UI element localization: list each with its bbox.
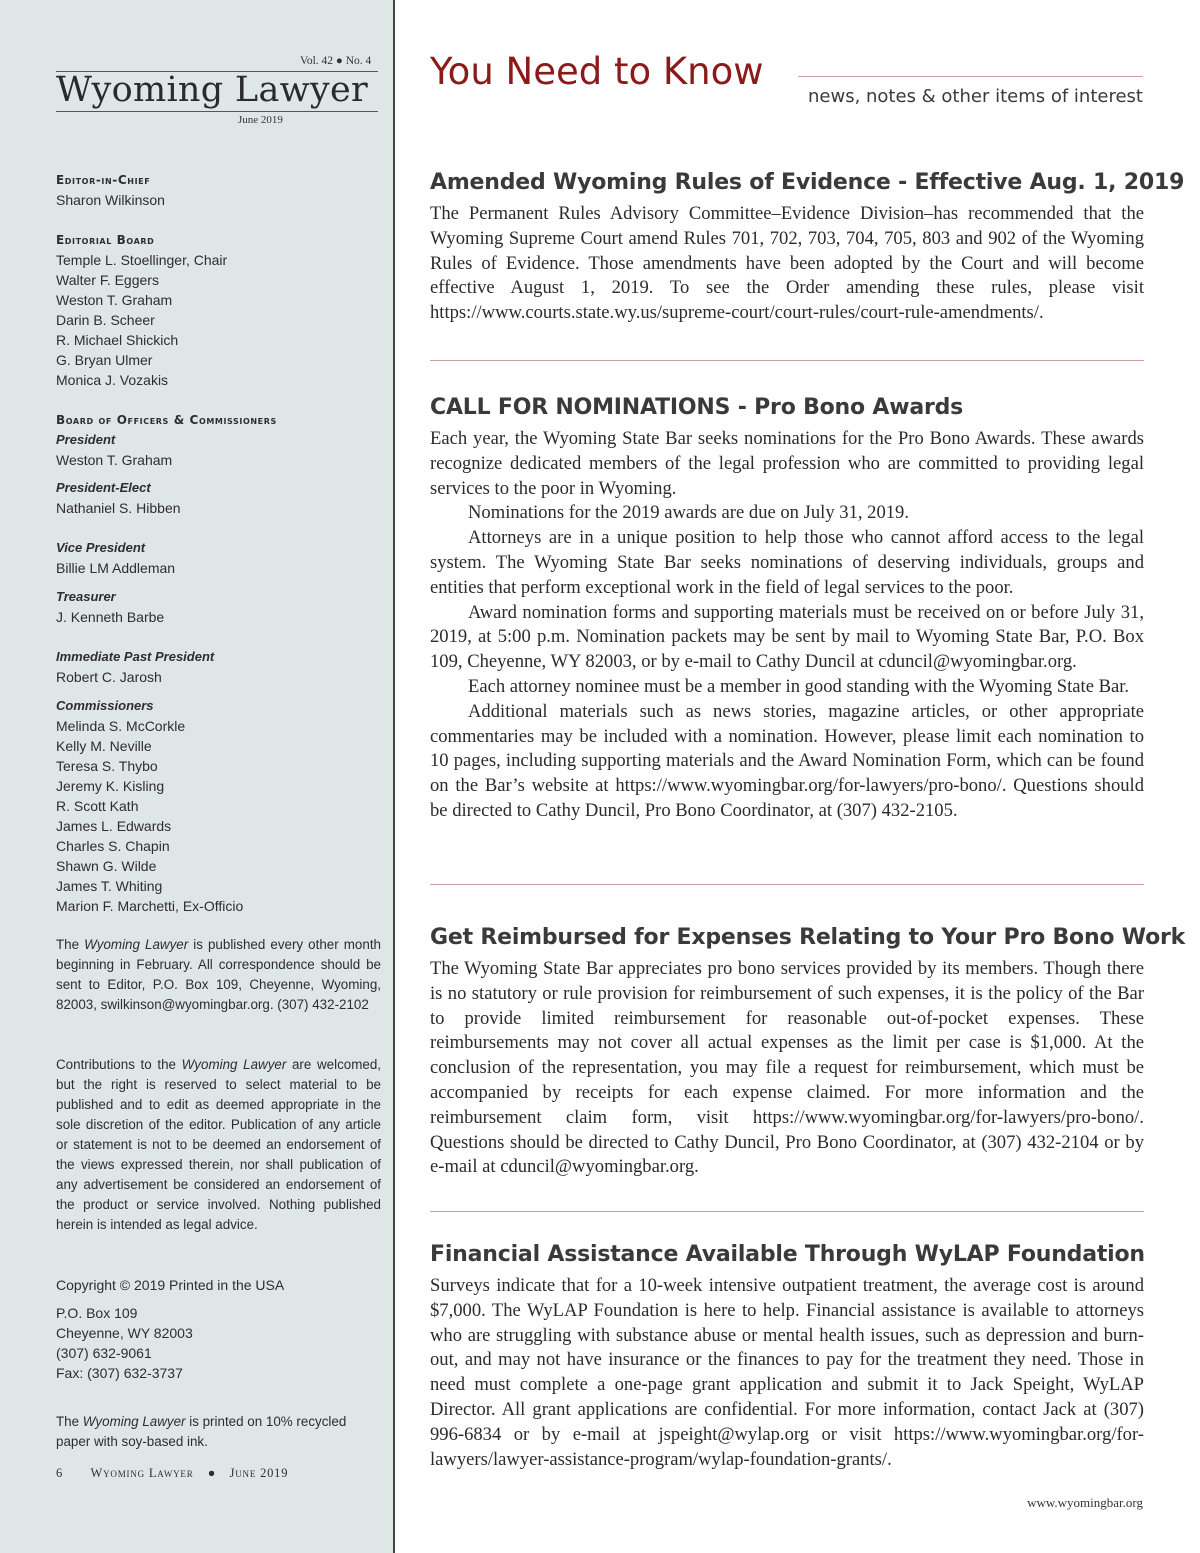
- masthead-date: June 2019: [238, 114, 283, 126]
- president-label: President: [56, 432, 116, 447]
- board-member: G. Bryan Ulmer: [56, 352, 153, 368]
- vice-president-label: Vice President: [56, 540, 146, 555]
- publication-notice-text: is published every other month beginning in February. All correspondence should be sent to Editor, P.O. Box 109, Cheyenne, Wyoming, 82003, swilkinson@wyomingbar.org. (307) 432-2102: [56, 937, 381, 1012]
- article-paragraph: Nominations for the 2019 awards are due on July 31, 2019.: [468, 502, 910, 524]
- commissioner: James T. Whiting: [56, 878, 163, 894]
- recycled-title: Wyoming Lawyer: [82, 1414, 186, 1429]
- board-member: Weston T. Graham: [56, 292, 173, 308]
- section-subtitle: news, notes & other items of interest: [807, 86, 1143, 107]
- page-number: 6: [56, 1466, 63, 1480]
- publication-notice: [56, 935, 381, 1015]
- article-heading: Financial Assistance Available Through WyLAP Foundation: [430, 1242, 1145, 1267]
- publication-notice-prefix: The: [56, 937, 85, 952]
- article-heading: Get Reimbursed for Expenses Relating to Your Pro Bono Work: [430, 925, 1186, 950]
- address-line: P.O. Box 109: [56, 1305, 138, 1321]
- article-heading: CALL FOR NOMINATIONS - Pro Bono Awards: [430, 395, 964, 420]
- article-reimbursement: [430, 925, 1186, 1180]
- section-title-rule: [798, 76, 1143, 77]
- page-footer-left: [56, 1466, 288, 1481]
- officers-heading-block: [56, 410, 381, 470]
- masthead-rule-bottom: [56, 111, 378, 112]
- article-paragraph: The Wyoming State Bar appreciates pro bono services provided by its members. Though there is no statutory or rule provision for reimbursement of such expenses, it is the policy of the Bar to provide limited reimbursement for reasonable out-of-pocket expenses. These reimbursements may not cover all actual expenses as the limit per case is $1,000. At the conclusion of the representation, you may file a request for reimbursement, which must be accompanied by receipts for each expense claimed. For more information and the reimbursement claim form, visit https://www.wyomingbar.org/for-lawyers/pro-bono/. Questions should be directed to Cathy Duncil, Pro Bono Coordinator, at (307) 432-2104 or by e-mail at cduncil@wyomingbar.org.: [430, 958, 1144, 1178]
- recycled-prefix: The: [56, 1414, 83, 1429]
- recycled-notice: [56, 1412, 381, 1452]
- copyright: Copyright © 2019 Printed in the USA: [56, 1277, 285, 1293]
- article-paragraph: Additional materials such as news stories, magazine articles, or other appropriate commentaries may be included with a nomination. However, please limit each nomination to 10 pages, including supporting materials and the Award Nomination Form, which can be found on the Bar’s website at https://www.wyomingbar.org/for-lawyers/pro-bono/. Questions should be directed to Cathy Duncil, Pro Bono Coordinator, at (307) 432-2105.: [430, 700, 1144, 821]
- article-paragraph: The Permanent Rules Advisory Committee–Evidence Division–has recommended that the Wyoming Supreme Court amend Rules 701, 702, 703, 704, 705, 803 and 902 of the Wyoming Rules of Evidence. Those amendments have been adopted by the Court and will become effective August 1, 2019. To see the Order amending these rules, please visit https://www.courts.state.wy.us/supreme-court/court-rules/court-rule-amendments/.: [430, 203, 1144, 324]
- editor-section: [56, 170, 381, 210]
- article-paragraph: Attorneys are in a unique position to help those who cannot afford access to the legal system. The Wyoming State Bar seeks nominations of deserving individuals, groups and entities that perform exceptional work in the field of legal services to the poor.: [430, 527, 1144, 598]
- article-pro-bono-nominations: [430, 395, 1144, 824]
- footer-publication: Wyoming Lawyer: [90, 1466, 194, 1480]
- past-president-name: Robert C. Jarosh: [56, 669, 162, 685]
- treasurer-label: Treasurer: [56, 589, 116, 604]
- article-divider: [430, 884, 1144, 885]
- officers-heading: Board of Officers & Commissioners: [56, 413, 277, 427]
- contributions-title: Wyoming Lawyer: [181, 1057, 287, 1072]
- contributions-notice: [56, 1055, 381, 1235]
- past-president-block: [56, 647, 381, 687]
- commissioner: Teresa S. Thybo: [56, 758, 158, 774]
- board-member: Walter F. Eggers: [56, 272, 159, 288]
- footer-url: www.wyomingbar.org: [1027, 1495, 1143, 1510]
- article-divider: [430, 1211, 1144, 1212]
- editor-name: Sharon Wilkinson: [56, 192, 165, 208]
- treasurer-block: [56, 587, 381, 627]
- article-divider: [430, 360, 1144, 361]
- article-rules-of-evidence: [430, 170, 1185, 326]
- treasurer-name: J. Kenneth Barbe: [56, 609, 165, 625]
- address-line: Fax: (307) 632-3737: [56, 1365, 183, 1381]
- article-paragraph: Surveys indicate that for a 10-week intensive outpatient treatment, the average cost is around $7,000. The WyLAP Foundation is here to help. Financial assistance is available to attorneys who are struggling with substance abuse or mental health issues, such as depression and burn-out, and may not have insurance or the finances to pay for the treatment they need. Those in need must complete a one-page grant application and submit it to Jack Speight, WyLAP Director. All grant applications are confidential. For more information, contact Jack at (307) 996-6834 or by e-mail at jspeight@wylap.org or visit https://www.wyomingbar.org/for-lawyers/lawyer-assistance-program/wylap-foundation-grants/.: [430, 1275, 1144, 1470]
- address-line: Cheyenne, WY 82003: [56, 1325, 193, 1341]
- commissioner: James L. Edwards: [56, 818, 172, 834]
- sidebar: [0, 0, 395, 1553]
- masthead-title: Wyoming Lawyer: [56, 70, 368, 110]
- article-paragraph: Each year, the Wyoming State Bar seeks nominations for the Pro Bono Awards. These awards recognize dedicated members of the legal profession who are committed to providing legal services to the poor in Wyoming.: [430, 428, 1144, 499]
- commissioner: Marion F. Marchetti, Ex-Officio: [56, 898, 244, 914]
- board-member: Temple L. Stoellinger, Chair: [56, 252, 228, 268]
- commissioner: Kelly M. Neville: [56, 738, 152, 754]
- president-name: Weston T. Graham: [56, 452, 173, 468]
- commissioners-block: [56, 696, 381, 916]
- board-member: R. Michael Shickich: [56, 332, 179, 348]
- vice-president-block: [56, 538, 381, 578]
- commissioners-label: Commissioners: [56, 698, 154, 713]
- article-paragraph: Award nomination forms and supporting materials must be received on or before July 31, 2019, at 5:00 p.m. Nomination packets may be sent by mail to Wyoming State Bar, P.O. Box 109, Cheyenne, WY 82003, or by e-mail to Cathy Duncil at cduncil@wyomingbar.org.: [430, 601, 1144, 673]
- commissioner: R. Scott Kath: [56, 798, 139, 814]
- vice-president-name: Billie LM Addleman: [56, 560, 176, 576]
- commissioner: Shawn G. Wilde: [56, 858, 157, 874]
- footer-issue: June 2019: [229, 1466, 289, 1480]
- article-paragraph: Each attorney nominee must be a member in good standing with the Wyoming State Bar.: [468, 675, 1130, 697]
- footer-bullet: ●: [207, 1466, 216, 1480]
- board-member: Monica J. Vozakis: [56, 372, 169, 388]
- past-president-label: Immediate Past President: [56, 649, 215, 664]
- section-title: You Need to Know: [430, 50, 764, 93]
- publication-notice-title: Wyoming Lawyer: [84, 937, 189, 952]
- president-elect-label: President-Elect: [56, 480, 151, 495]
- recycled-text: is printed on 10% recycled paper with soy-based ink.: [56, 1414, 347, 1449]
- volume-number: Vol. 42 ● No. 4: [300, 55, 372, 67]
- contributions-prefix: Contributions to the: [56, 1057, 182, 1072]
- article-heading: Amended Wyoming Rules of Evidence - Effective Aug. 1, 2019: [430, 170, 1185, 195]
- commissioner: Jeremy K. Kisling: [56, 778, 165, 794]
- contributions-text: are welcomed, but the right is reserved to select material to be published and to edit as deemed appropriate in the sole discretion of the editor. Publication of any article or statement is not to be deemed an endorsement of the views expressed therein, nor shall publication of any advertisement be considered an endorsement of the product or service involved. Nothing published herein is intended as legal advice.: [56, 1057, 381, 1232]
- editorial-board-section: [56, 230, 381, 390]
- commissioner: Melinda S. McCorkle: [56, 718, 186, 734]
- president-elect-name: Nathaniel S. Hibben: [56, 500, 181, 516]
- president-elect-block: [56, 478, 381, 518]
- board-heading: Editorial Board: [56, 233, 155, 247]
- editor-heading: Editor-in-Chief: [56, 173, 151, 187]
- commissioner: Charles S. Chapin: [56, 838, 170, 854]
- board-member: Darin B. Scheer: [56, 312, 155, 328]
- address-line: (307) 632-9061: [56, 1345, 152, 1361]
- address-block: [56, 1303, 381, 1383]
- article-wylap-foundation: [430, 1242, 1144, 1472]
